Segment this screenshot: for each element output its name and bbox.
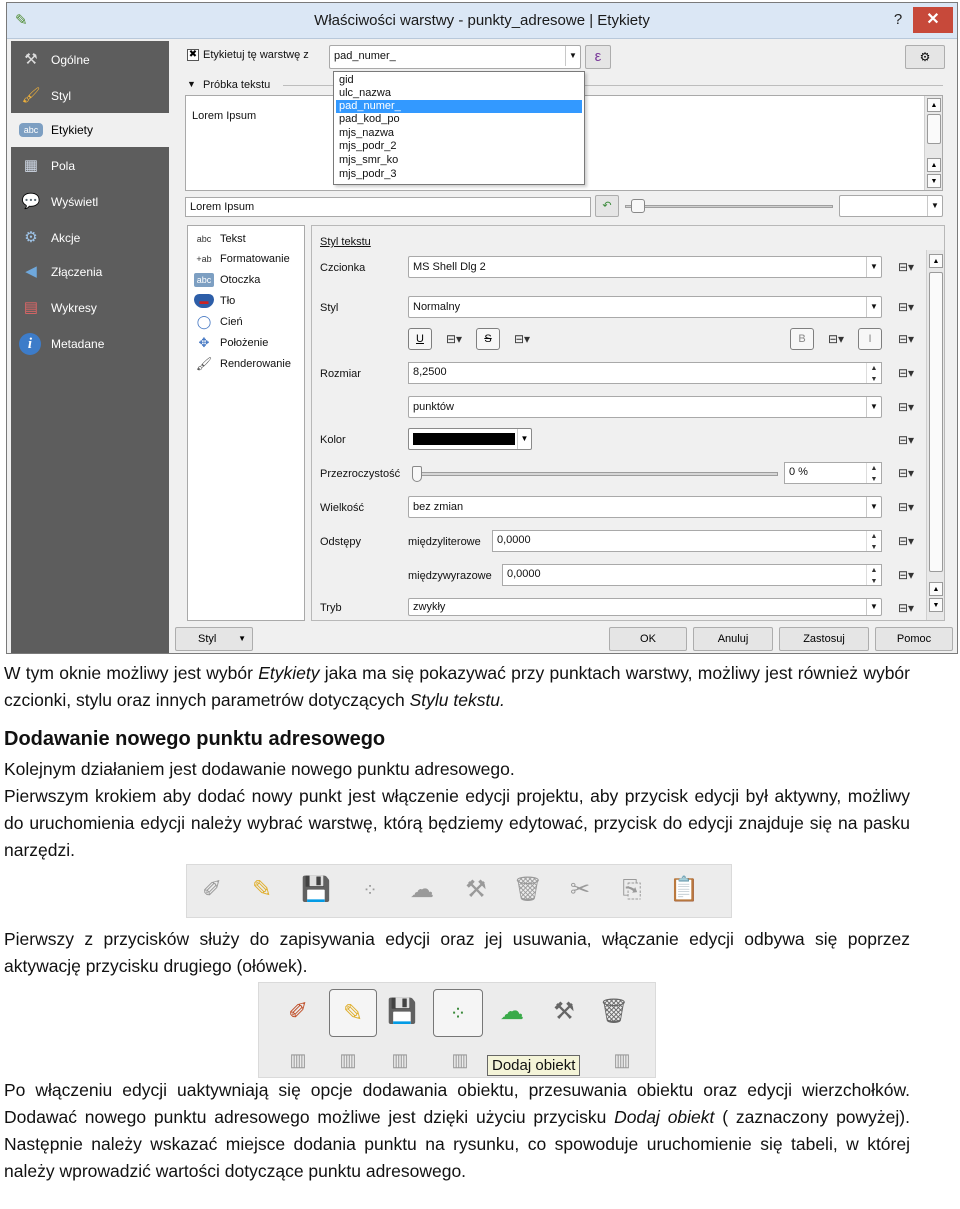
font-select[interactable]: MS Shell Dlg 2 ▼	[408, 256, 882, 278]
move-feature-icon: ☁	[500, 998, 524, 1025]
category-rendering[interactable]: 🖌 Renderowanie	[195, 356, 291, 371]
layer-properties-dialog	[6, 2, 958, 654]
data-defined-button[interactable]: ⊟▾	[897, 366, 915, 380]
sidebar-item-joins[interactable]: ◀ Złączenia	[11, 255, 169, 289]
abc-label-icon: abc	[19, 123, 43, 137]
help-button[interactable]: ?	[893, 11, 903, 28]
ok-button[interactable]: OK	[609, 627, 687, 651]
join-icon: ◀	[25, 263, 37, 280]
cut-icon: ✂	[569, 876, 591, 903]
paragraph-first-step: Pierwszym krokiem aby dodać nowy punkt jest włączenie edycji projektu, aby przycisk edycji był aktywny, możliwy do uruchomienia edycji należy wybrać warstwę, którą będziemy edytować, przycisk do edycji znajduje się na pasku narzędzi.	[4, 786, 910, 860]
expression-button[interactable]: ε	[585, 45, 611, 69]
info-icon: i	[19, 333, 41, 355]
category-buffer[interactable]: abc Otoczka	[192, 271, 302, 291]
help-dialog-button[interactable]: Pomoc	[875, 627, 953, 651]
paste-icon: 📋	[669, 876, 699, 903]
section-heading: Dodawanie nowego punktu adresowego	[4, 728, 386, 750]
color-label: Kolor	[320, 434, 346, 446]
chevron-down-icon: ▼	[866, 599, 881, 615]
field-option[interactable]: ulc_nazwa	[339, 87, 391, 99]
font-label: Czcionka	[320, 262, 366, 274]
sidebar-item-style[interactable]: 🖌 Styl	[11, 79, 169, 113]
preview-scrollbar[interactable]: ▲ ▲ ▼	[924, 96, 942, 190]
chevron-down-icon: ▼	[238, 634, 246, 643]
data-defined-button[interactable]: ⊟▾	[897, 568, 915, 582]
style-menu-button[interactable]: Styl ▼	[175, 627, 253, 651]
style-label: Styl	[320, 302, 339, 314]
table-icon: ▦	[23, 157, 39, 174]
case-label: Wielkość	[320, 502, 365, 514]
node-tool-icon: ⚒	[553, 998, 575, 1025]
paragraph-buttons: Pierwszy z przycisków służy do zapisywania edycji oraz jej usuwania, włączanie edycji odbywa się poprzez aktywację przycisku drugiego (ołówek).	[4, 929, 910, 976]
word-spacing-label: międzywyrazowe	[408, 570, 492, 582]
section-title: Styl tekstu	[320, 236, 371, 248]
transparency-input[interactable]: 0 % ▲ ▼	[784, 462, 882, 484]
title-bar	[7, 3, 957, 39]
underline-button[interactable]: U	[408, 328, 432, 350]
zoom-slider-handle[interactable]	[631, 199, 645, 213]
delete-icon: 🗑	[598, 998, 630, 1025]
chart-tool-icon: ▥	[613, 1050, 631, 1070]
pencil-icon: ✎	[251, 876, 273, 903]
spin-arrows-icon[interactable]: ▲ ▼	[866, 363, 881, 383]
chart-tool-icon: ▥	[289, 1050, 307, 1070]
save-edits-icon: 💾	[387, 998, 417, 1025]
data-defined-button[interactable]: ⊟▾	[897, 300, 915, 314]
abc-icon: abc	[196, 234, 212, 244]
reset-sample-button[interactable]: ↶	[595, 195, 619, 217]
buffer-icon: abc	[194, 273, 214, 287]
chevron-down-icon: ▼	[866, 497, 881, 517]
field-option[interactable]: mjs_smr_ko	[339, 154, 399, 166]
active-toolbar-image	[258, 982, 656, 1078]
data-defined-button[interactable]: ⊟▾	[897, 601, 915, 615]
chevron-down-icon: ▼	[866, 397, 881, 417]
qgis-logo-icon: ✎	[15, 12, 28, 29]
label-layer-checkbox[interactable]: ✖	[188, 49, 198, 60]
field-option[interactable]: mjs_nazwa	[339, 127, 395, 139]
brush-icon: 🖌	[21, 87, 41, 104]
sidebar-item-diagrams[interactable]: ▤ Wykresy	[11, 291, 169, 325]
field-option[interactable]: pad_kod_po	[339, 113, 400, 125]
category-list	[187, 225, 305, 621]
field-option[interactable]: mjs_podr_2	[339, 140, 397, 152]
pencil-icon: ✎	[329, 989, 377, 1037]
field-dropdown-list	[333, 71, 585, 185]
transparency-label: Przezroczystość	[320, 468, 401, 480]
chevron-down-icon: ▼	[866, 297, 881, 317]
add-feature-icon: ⁘	[433, 989, 483, 1037]
mode-label: Tryb	[320, 602, 342, 614]
editing-toolbar-image	[186, 864, 732, 918]
chevron-down-icon: ▼	[927, 196, 942, 216]
close-button[interactable]: ✕	[913, 7, 953, 33]
paragraph-intro: W tym oknie możliwy jest wybór Etykiety jaka ma się pokazywać przy punktach warstwy, możliwy jest również wybór czcionki, stylu oraz innych parametrów dotyczących Stylu tekstu.	[4, 663, 910, 710]
shield-icon: ▬	[194, 294, 214, 308]
category-placement[interactable]: ✥ Położenie	[192, 334, 302, 354]
case-select[interactable]: bez zmian ▼	[408, 496, 882, 518]
field-option[interactable]: gid	[339, 74, 354, 86]
data-defined-button[interactable]: ⊟▾	[897, 260, 915, 274]
chevron-down-icon: ▼	[517, 429, 531, 449]
move-feature-icon: ☁	[410, 876, 434, 903]
size-input[interactable]: 8,2500 ▲ ▼	[408, 362, 882, 384]
spin-arrows-icon[interactable]: ▲ ▼	[866, 463, 881, 483]
tooltip: Dodaj obiekt	[487, 1055, 580, 1076]
data-defined-button[interactable]: ⊟▾	[513, 332, 531, 346]
data-defined-button[interactable]: ⊟▾	[897, 332, 915, 346]
strikeout-button[interactable]: S	[476, 328, 500, 350]
spacing-label: Odstępy	[320, 536, 361, 548]
sidebar-item-general[interactable]: ⚒ Ogólne	[11, 43, 169, 77]
collapse-arrow-icon[interactable]: ▼	[187, 79, 196, 89]
data-defined-button[interactable]: ⊟▾	[827, 332, 845, 346]
layer-config-button[interactable]: ⚙	[905, 45, 945, 69]
sample-text-input[interactable]: Lorem Ipsum	[185, 197, 591, 217]
chart-icon: ▤	[23, 299, 39, 316]
gear-play-icon: ⚙	[24, 229, 38, 246]
chevron-down-icon: ▼	[866, 257, 881, 277]
sidebar-item-actions[interactable]: ⚙ Akcje	[11, 221, 169, 255]
transparency-slider-handle[interactable]	[412, 466, 422, 482]
size-label: Rozmiar	[320, 368, 361, 380]
category-text[interactable]: abc Tekst	[192, 230, 302, 250]
zoom-slider[interactable]	[625, 205, 833, 208]
category-formatting[interactable]: +ab Formatowanie	[192, 250, 302, 270]
spin-arrows-icon[interactable]: ▲ ▼	[866, 565, 881, 585]
chart-tool-icon: ▥	[339, 1050, 357, 1070]
word-spacing-input[interactable]: 0,0000 ▲ ▼	[502, 564, 882, 586]
apply-button[interactable]: Zastosuj	[779, 627, 869, 651]
chart-tool-icon: ▥	[391, 1050, 409, 1070]
node-tool-icon: ⚒	[465, 876, 487, 903]
sample-preview-text: Lorem Ipsum	[192, 110, 257, 122]
mode-select[interactable]: zwykły ▼	[408, 598, 882, 616]
label-field-select[interactable]: pad_numer_ ▼	[329, 45, 581, 69]
sample-text-header: Próbka tekstu	[203, 79, 271, 91]
data-defined-button[interactable]: ⊟▾	[897, 433, 915, 447]
tools-icon: ⚒	[24, 51, 38, 68]
data-defined-button[interactable]: ⊟▾	[445, 332, 463, 346]
bold-button[interactable]: B	[790, 328, 814, 350]
data-defined-button[interactable]: ⊟▾	[897, 500, 915, 514]
speech-bubble-icon: 💬	[21, 193, 41, 210]
sidebar-item-labels[interactable]: abc Etykiety	[11, 113, 169, 147]
color-swatch	[413, 433, 515, 445]
spin-arrows-icon[interactable]: ▲ ▼	[866, 531, 881, 551]
sidebar-item-metadata[interactable]: i Metadane	[11, 327, 169, 361]
brush-icon: 🖌	[195, 356, 213, 371]
data-defined-button[interactable]: ⊟▾	[897, 466, 915, 480]
text-style-panel	[311, 225, 945, 621]
color-button[interactable]	[408, 428, 532, 450]
preview-bg-select[interactable]	[839, 195, 943, 217]
transparency-slider[interactable]	[412, 472, 778, 476]
unit-select[interactable]: punktów ▼	[408, 396, 882, 418]
add-feature-icon: ⁘	[362, 880, 378, 900]
cancel-button[interactable]: Anuluj	[693, 627, 773, 651]
sidebar-item-display[interactable]: 💬 Wyświetl	[11, 185, 169, 219]
letter-spacing-input[interactable]: 0,0000 ▲ ▼	[492, 530, 882, 552]
format-icon: +ab	[196, 254, 212, 264]
field-option-selected[interactable]: pad_numer_	[336, 100, 582, 113]
copy-icon: ⎘	[622, 876, 642, 903]
style-scrollbar[interactable]: ▲ ▲ ▼	[926, 250, 944, 620]
data-defined-button[interactable]: ⊟▾	[897, 534, 915, 548]
category-background[interactable]: ▬ Tło	[192, 292, 302, 312]
field-option[interactable]: mjs_podr_3	[339, 168, 397, 180]
italic-button[interactable]: I	[858, 328, 882, 350]
style-select[interactable]: Normalny ▼	[408, 296, 882, 318]
data-defined-button[interactable]: ⊟▾	[897, 400, 915, 414]
paragraph-next-step: Kolejnym działaniem jest dodawanie nowego punktu adresowego.	[4, 759, 515, 779]
save-edits-icon: 💾	[301, 876, 331, 903]
window-title: Właściwości warstwy - punkty_adresowe | Etykiety	[314, 12, 650, 29]
letter-spacing-label: międzyliterowe	[408, 536, 481, 548]
chevron-down-icon: ▼	[565, 46, 580, 66]
paragraph-add-object: Po włączeniu edycji uaktywniają się opcje dodawania obiektu, przesuwania obiektu oraz edycji wierzchołków. Dodawać nowego punktu adresowego możliwe jest dzięki użyciu przycisku Dodaj obiekt ( zaznaczony powyżej). Następnie należy wskazać miejsce dodania punktu na rysunku, co spowoduje uruchomienie się tabeli, w której należy wprowadzić wartości dotyczące punktu adresowego.	[4, 1080, 910, 1181]
move-icon: ✥	[198, 335, 210, 350]
shadow-icon: ◯	[196, 314, 212, 329]
sidebar	[11, 41, 169, 653]
edit-pencils-icon: ✐	[201, 876, 223, 903]
edit-pencils-icon: ✐	[287, 998, 309, 1025]
delete-icon: 🗑	[512, 876, 544, 903]
label-layer-text: Etykietuj tę warstwę z	[203, 49, 309, 61]
category-shadow[interactable]: ◯ Cień	[192, 313, 302, 333]
chart-tool-icon: ▥	[451, 1050, 469, 1070]
sidebar-item-fields[interactable]: ▦ Pola	[11, 149, 169, 183]
